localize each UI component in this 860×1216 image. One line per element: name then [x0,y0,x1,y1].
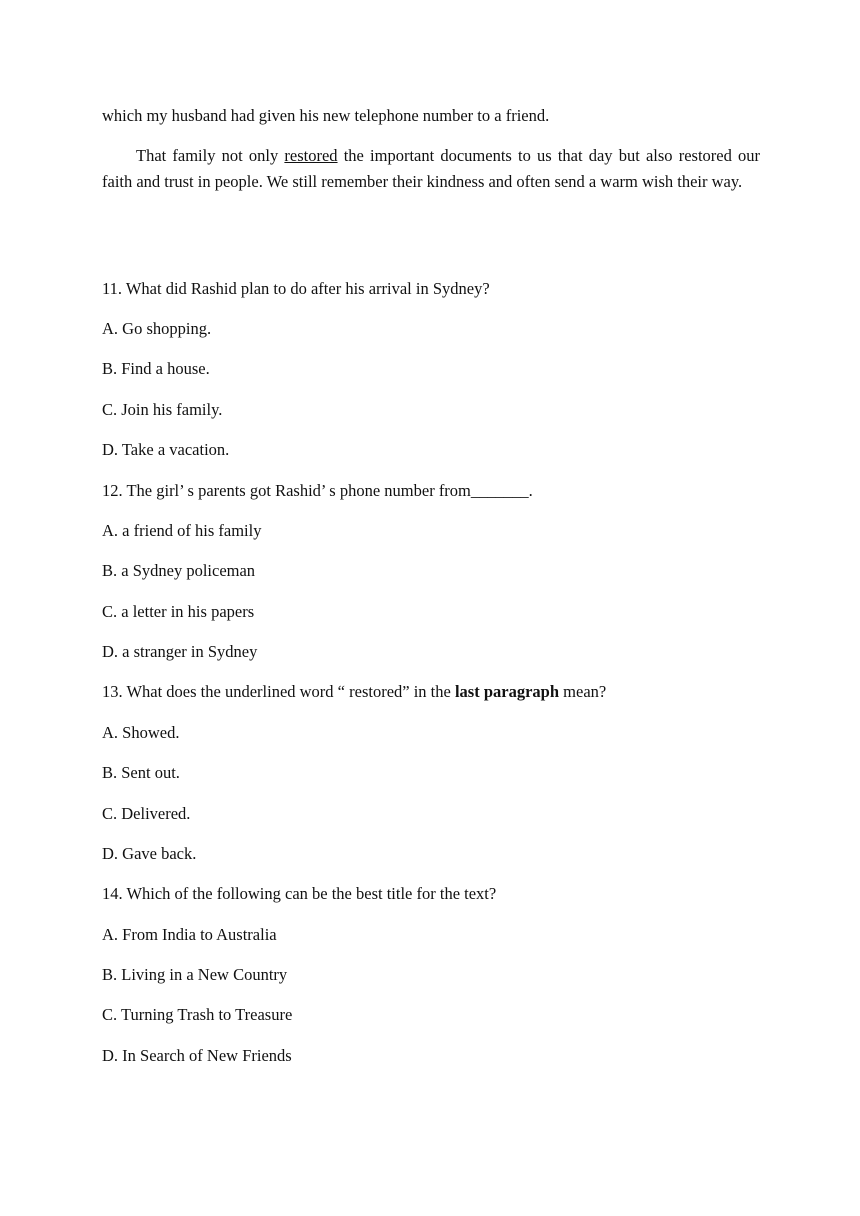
question-12-option-a: A. a friend of his family [102,521,262,540]
question-13-option-a: A. Showed. [102,723,180,742]
question-11-option-b: B. Find a house. [102,359,210,378]
question-14-stem: 14. Which of the following can be the best title for the text? [102,884,497,903]
question-12-stem: 12. The girl’ s parents got Rashid’ s phone number from_______. [102,481,533,500]
question-13-stem-start: 13. What does the underlined word “ restored” in the [102,682,455,701]
underlined-word: restored [284,146,338,165]
question-13-stem [102,682,606,702]
question-13-option-b: B. Sent out. [102,763,180,782]
passage-line: which my husband had given his new telephone number to a friend. [102,106,550,125]
question-11-option-c: C. Join his family. [102,400,223,419]
paragraph-text-start: That family not only [136,146,285,165]
question-14-option-d: D. In Search of New Friends [102,1046,292,1065]
question-13-stem-end: mean? [559,682,607,701]
question-12-option-b: B. a Sydney policeman [102,561,256,580]
question-14-option-b: B. Living in a New Country [102,965,288,984]
question-13-option-c: C. Delivered. [102,804,191,823]
question-12-option-d: D. a stranger in Sydney [102,642,258,661]
question-11-option-d: D. Take a vacation. [102,440,230,459]
question-14-option-c: C. Turning Trash to Treasure [102,1005,293,1024]
question-14-option-a: A. From India to Australia [102,925,277,944]
question-11-stem: 11. What did Rashid plan to do after his arrival in Sydney? [102,279,490,298]
passage-paragraph [102,143,760,195]
paragraph-text-end: the important documents to us that day but also restored our faith and trust in people. We still remember their kindness and often send a warm wish their way. [102,146,761,191]
question-12-option-c: C. a letter in his papers [102,602,255,621]
question-11-option-a: A. Go shopping. [102,319,212,338]
question-13-bold-phrase: last paragraph [454,682,560,701]
question-13-option-d: D. Gave back. [102,844,197,863]
